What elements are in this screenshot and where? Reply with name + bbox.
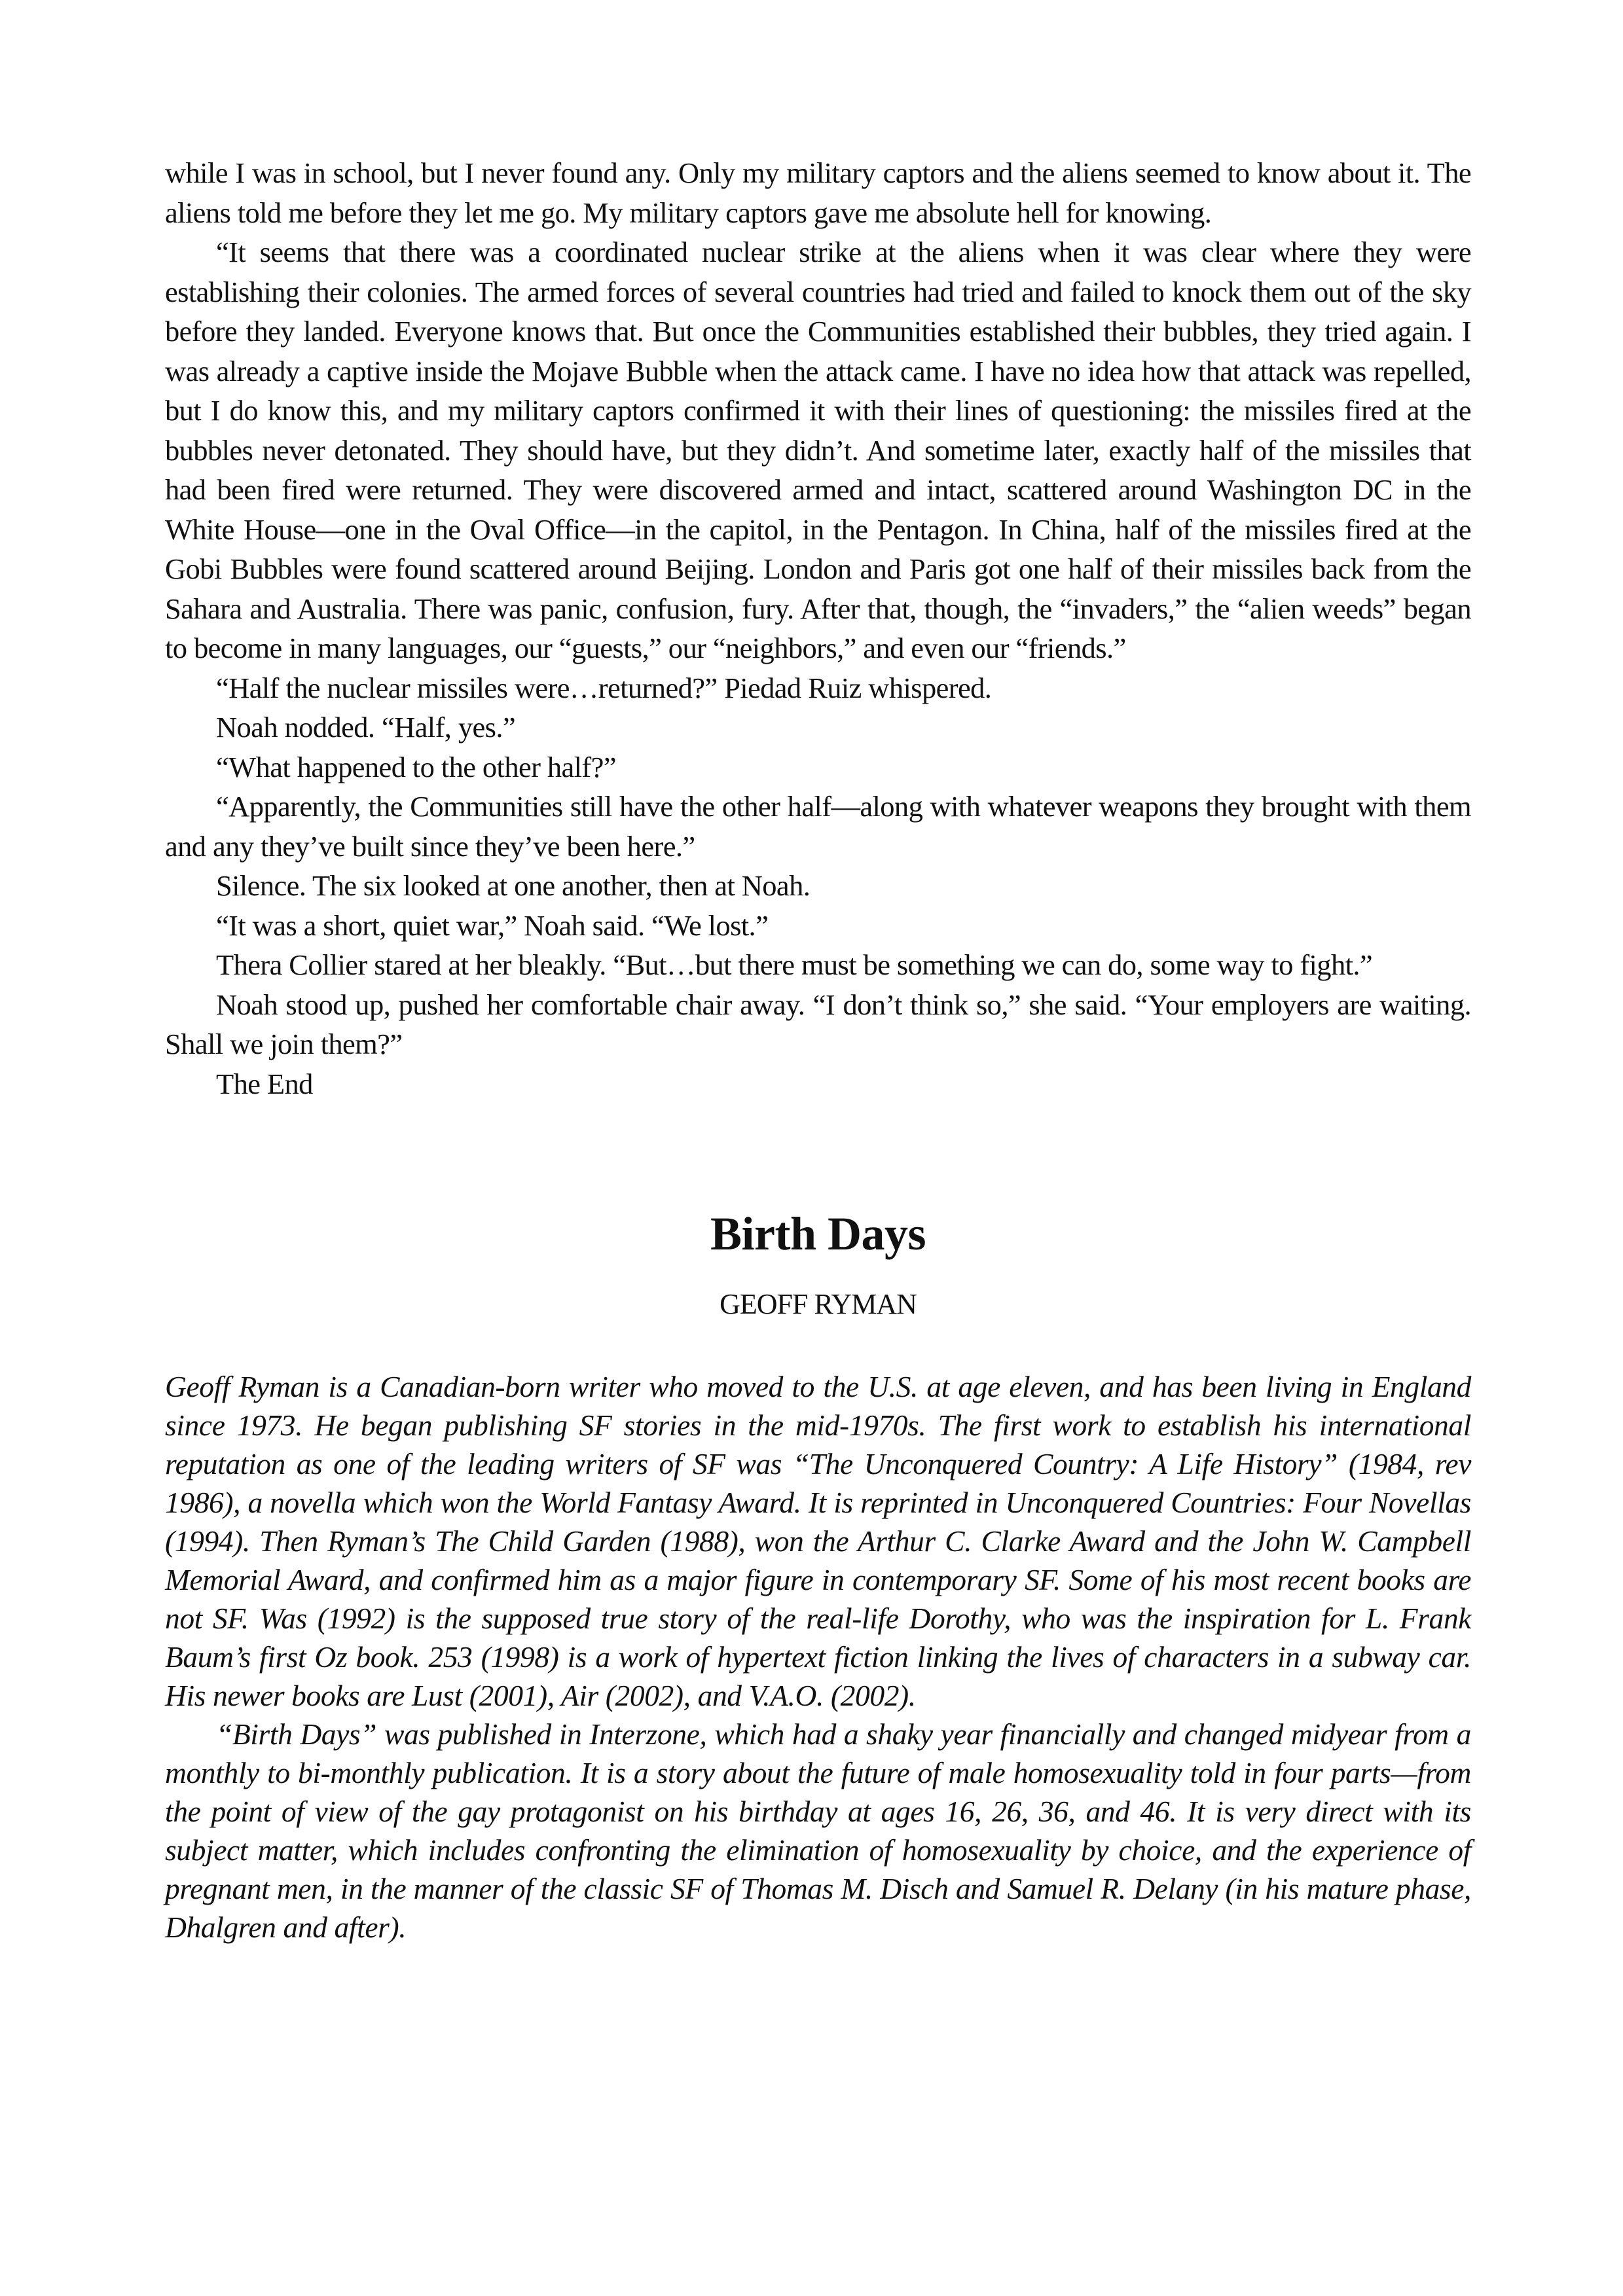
intro-paragraph: “Birth Days” was published in Interzone, which had a shaky year financially and changed midyear from a monthly to bi-monthly publication. It is a story about the future of male homosexuality told in four parts—from the point of view of the gay protagonist on his birthday at ages 16, 26, 36, and 46. It is very direct with its subject matter, which includes confronting the elimination of homosexuality by choice, and the experience of pregnant men, in the manner of the classic SF of Thomas M. Disch and Samuel R. Delany (in his mature phase, Dhalgren and after). [165,1717,1471,1944]
paragraph: “It seems that there was a coordinated nuclear strike at the aliens when it was clear where they were establishing their colonies. The armed forces of several countries had tried and failed to knock them out of the sky before they landed. Everyone knows that. But once the Communities established their bubbles, they tried again. I was already a captive inside the Mojave Bubble when the attack came. I have no idea how that attack was repelled, but I do know this, and my military captors confirmed it with their lines of questioning: the missiles fired at the bubbles never detonated. They should have, but they didn’t. And sometime later, exactly half of the missiles that had been fired were returned. They were discovered armed and intact, scattered around Washington DC in the White House—one in the Oval Office—in the capitol, in the Pentagon. In China, half of the missiles fired at the Gobi Bubbles were found scattered around Beijing. London and Paris got one half of their missiles back from the Sahara and Australia. There was panic, confusion, fury. After that, though, the “invaders,” the “alien weeds” began to become in many languages, our “guests,” our “neighbors,” and even our “friends.” [165,236,1471,664]
intro-paragraph: Geoff Ryman is a Canadian-born writer who moved to the U.S. at age eleven, and has been living in England since 1973. He began publishing SF stories in the mid-1970s. The first work to establish his international reputation as one of the leading writers of SF was “The Unconquered Country: A Life History” (1984, rev 1986), a novella which won the World Fantasy Award. It is reprinted in Unconquered Countries: Four Novellas (1994). Then Ryman’s The Child Garden (1988), won the Arthur C. Clarke Award and the John W. Campbell Memorial Award, and confirmed him as a major figure in contemporary SF. Some of his most recent books are not SF. Was (1992) is the supposed true story of the real-life Dorothy, who was the inspiration for L. Frank Baum’s first Oz book. 253 (1998) is a work of hypertext fiction linking the lives of characters in a subway car. His newer books are Lust (2001), Air (2002), and V.A.O. (2002). [165,1370,1471,1712]
page-content [165,153,1471,1946]
paragraph: “It was a short, quiet war,” Noah said. “We lost.” [216,908,769,942]
story-ending [165,153,1471,1103]
paragraph: Noah nodded. “Half, yes.” [216,711,516,744]
story-author: GEOFF RYMAN [720,1288,917,1320]
the-end-marker: The End [216,1067,313,1100]
paragraph: “Apparently, the Communities still have the other half—along with whatever weapons they brought with them and any they’ve built since they’ve been here.” [165,790,1471,863]
paragraph: “What happened to the other half?” [216,750,616,783]
story-introduction [165,1367,1471,1946]
paragraph: “Half the nuclear missiles were…returned?” Piedad Ruiz whispered. [216,671,992,704]
paragraph: Silence. The six looked at one another, then at Noah. [216,869,811,902]
story-title: Birth Days [710,1208,926,1260]
paragraph: Thera Collier stared at her bleakly. “But…but there must be something we can do, some way to fight.” [216,948,1373,981]
paragraph: while I was in school, but I never found any. Only my military captors and the aliens seemed to know about it. The aliens told me before they let me go. My military captors gave me absolute hell for knowing. [165,156,1471,229]
paragraph: Noah stood up, pushed her comfortable chair away. “I don’t think so,” she said. “Your employers are waiting. Shall we join them?” [165,988,1471,1060]
